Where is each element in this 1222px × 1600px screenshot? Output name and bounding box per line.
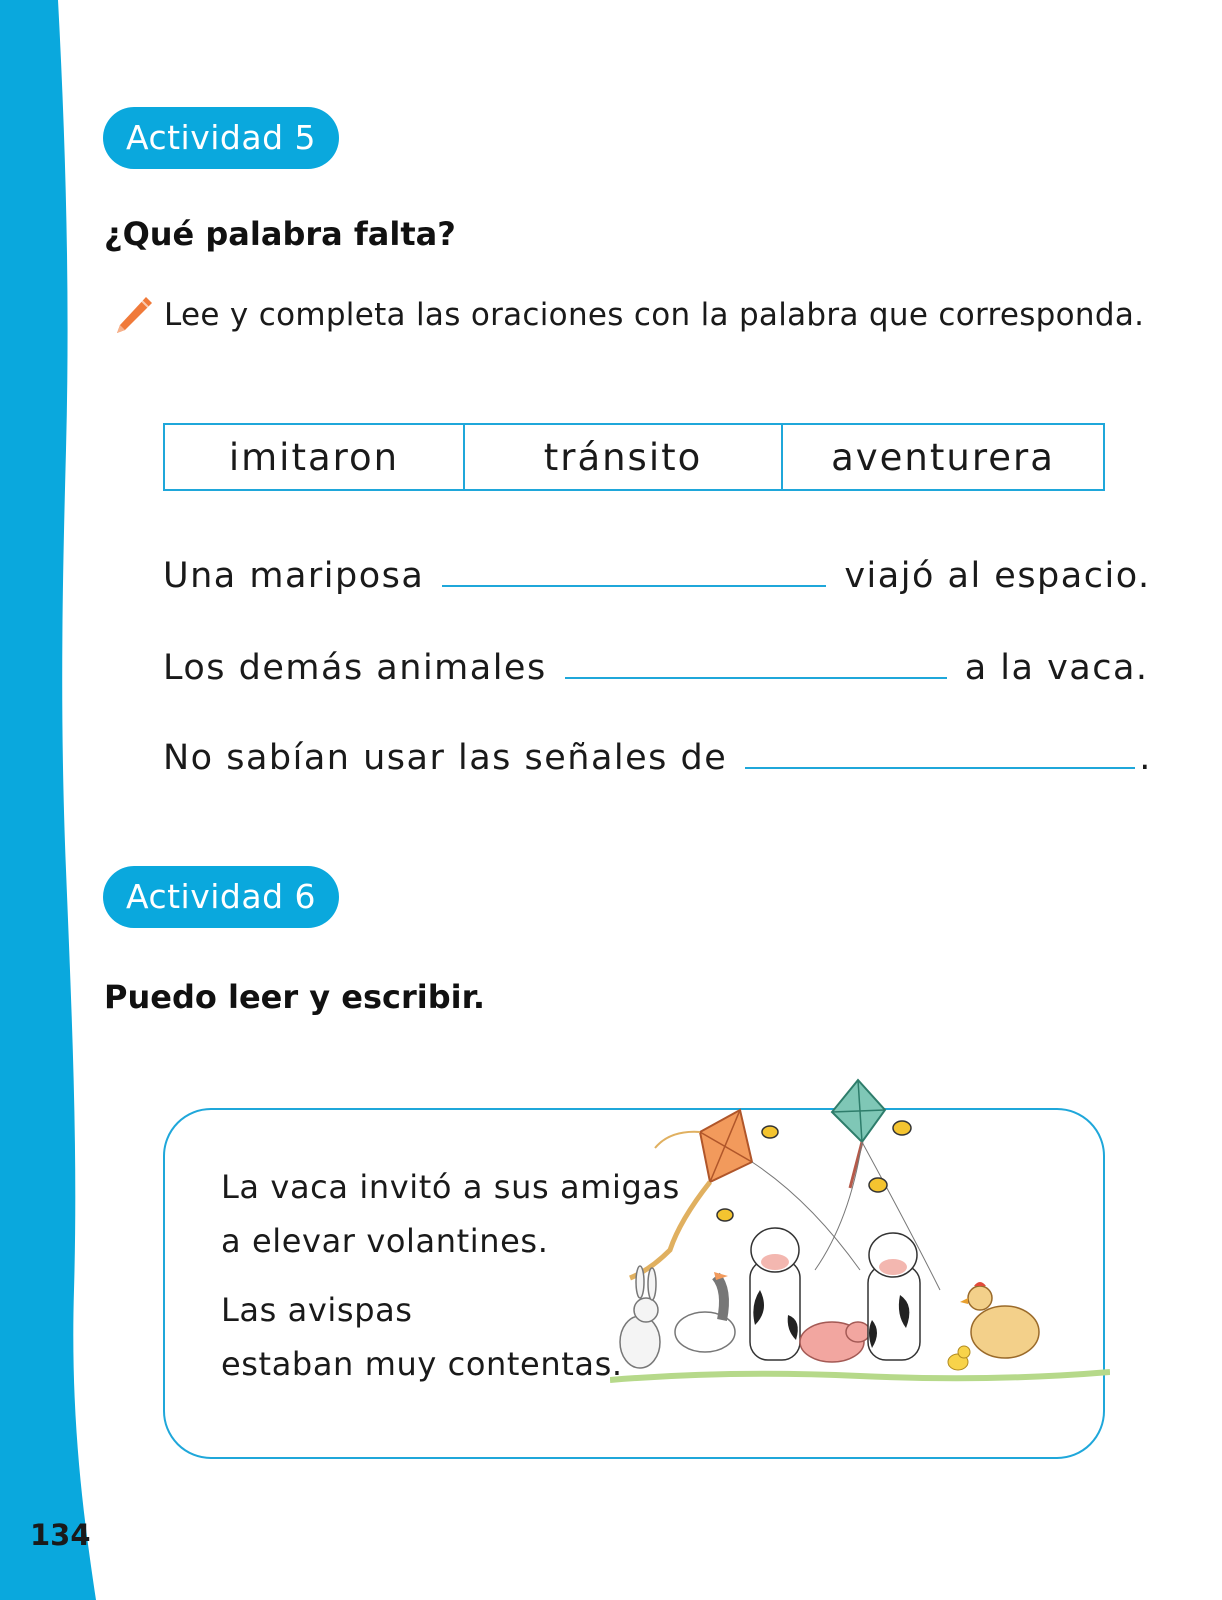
activity-5-badge: Actividad 5: [103, 107, 339, 169]
sentence-1-start: Una mariposa: [163, 556, 425, 596]
sentence-2-end: a la vaca.: [964, 648, 1149, 688]
rabbit-icon: [620, 1266, 660, 1368]
reading-line: estaban muy contentas.: [221, 1345, 623, 1383]
bee-icon: [762, 1126, 778, 1138]
word-bank-item: tránsito: [463, 425, 781, 489]
bee-icon: [893, 1121, 911, 1135]
reading-line: Las avispas: [221, 1291, 413, 1329]
pig-icon: [800, 1322, 870, 1362]
instruction-text: Lee y completa las oraciones con la palabra que corresponda.: [164, 297, 1145, 333]
instruction-row: [112, 290, 1144, 340]
reading-line: a elevar volantines.: [221, 1222, 549, 1260]
reading-line: La vaca invitó a sus amigas: [221, 1168, 680, 1206]
chick-icon: [948, 1346, 970, 1370]
animals-flying-kites-illustration: [610, 1070, 1110, 1400]
bee-icon: [717, 1209, 733, 1221]
sentence-3-end: .: [1139, 738, 1152, 778]
orange-kite-icon: [630, 1110, 752, 1278]
answer-blank-2[interactable]: [565, 677, 947, 679]
hen-icon: [960, 1282, 1039, 1358]
page-number: 134: [30, 1518, 91, 1552]
goose-icon: [675, 1272, 735, 1352]
side-band: [0, 0, 100, 1600]
cow-icon: [868, 1233, 920, 1360]
sentence-1: [163, 556, 1151, 596]
sentence-2-start: Los demás animales: [163, 648, 547, 688]
cow-icon: [750, 1228, 800, 1360]
word-bank-item: imitaron: [228, 435, 400, 479]
activity-6-title: Puedo leer y escribir.: [104, 978, 485, 1016]
answer-blank-1[interactable]: [442, 585, 826, 587]
answer-blank-3[interactable]: [745, 767, 1135, 769]
pencil-icon: [112, 294, 154, 336]
activity-6-badge: Actividad 6: [103, 866, 339, 928]
sentence-3-start: No sabían usar las señales de: [163, 738, 728, 778]
word-bank-item: aventurera: [781, 425, 1103, 489]
activity-5-title: ¿Qué palabra falta?: [104, 215, 456, 253]
sentence-2: [163, 648, 1149, 688]
green-kite-icon: [832, 1080, 885, 1188]
word-bank: [163, 423, 1105, 491]
bee-icon: [869, 1178, 887, 1192]
sentence-1-end: viajó al espacio.: [844, 556, 1151, 596]
sentence-3: [163, 738, 1152, 778]
